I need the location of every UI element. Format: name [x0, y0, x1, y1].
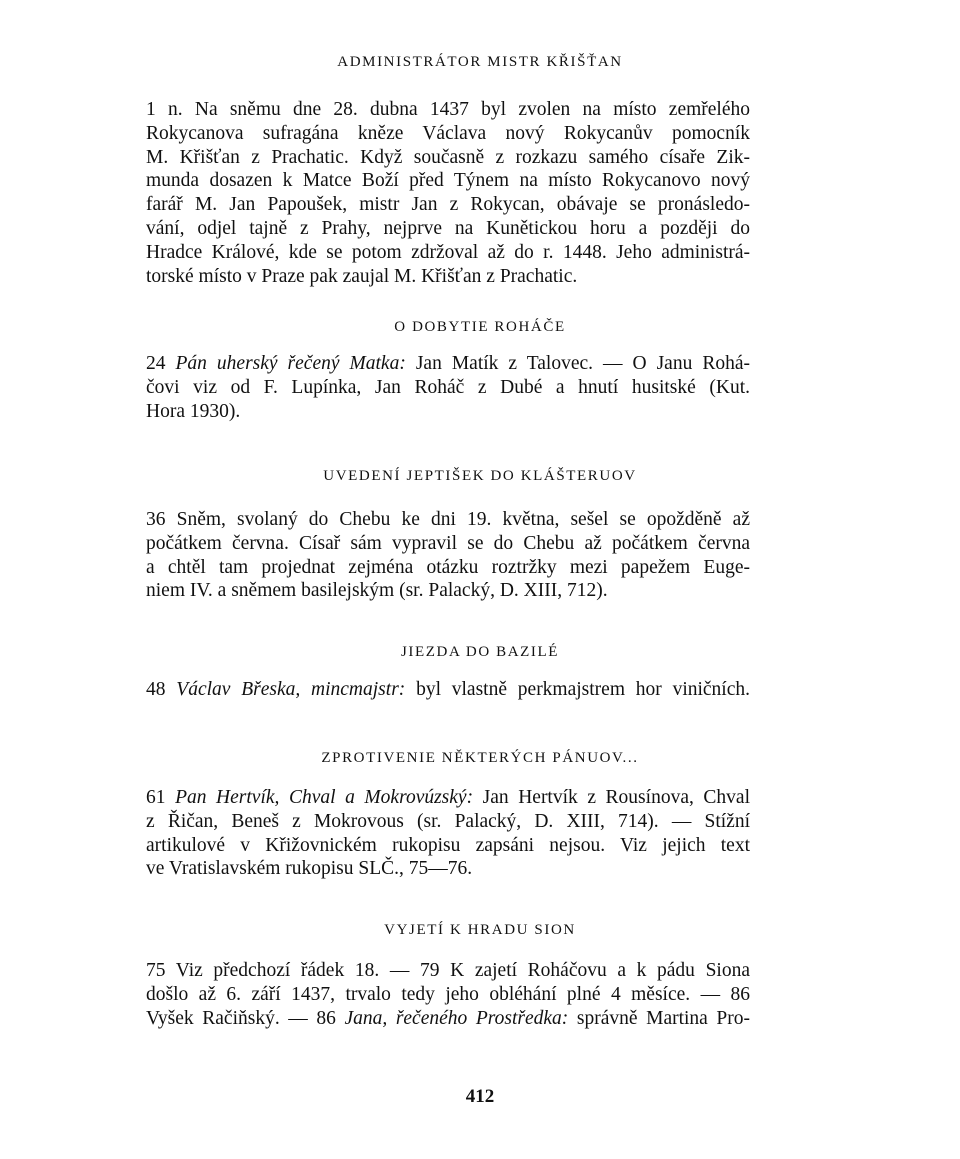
text-line: Rokycanova sufragána kněze Václava nový Rokycanův pomocník [146, 122, 750, 144]
lemma: Václav Břeska, mincmajstr: [176, 679, 406, 700]
section-heading: O DOBYTIE ROHÁČE [394, 319, 566, 335]
note-paragraph [146, 678, 750, 702]
line-text: správně Martina Pro- [568, 1007, 750, 1029]
line-number: 48 [146, 679, 177, 700]
section-heading: JIEZDA DO BAZILÉ [400, 644, 560, 660]
text-line [146, 352, 750, 376]
text-line [146, 786, 750, 810]
text-line: artikulové v Křižovnickém rukopisu zapsáni nejsou. Viz jejich text [146, 834, 750, 856]
text-line: 36 Sněm, svolaný do Chebu ke dni 19. května, sešel se opožděně až [146, 509, 750, 530]
text-line: z Řičan, Beneš z Mokrovous (sr. Palacký, D. XIII, 714). — Stížní [146, 810, 750, 832]
section-heading: ZPROTIVENIE NĚKTERÝCH PÁNUOV... [321, 750, 639, 766]
text-line: vání, odjel tajně z Prahy, nejprve na Kunětickou horu a později do [146, 217, 750, 239]
lemma: Pan Hertvík, Chval a Mokrovúzský: [175, 787, 474, 808]
text-line [146, 678, 750, 702]
text-line [146, 1007, 750, 1031]
note-paragraph [146, 786, 750, 881]
line-text: Jan Hertvík z Rousínova, Chval [473, 787, 750, 808]
lemma: Pán uherský řečený Matka: [175, 353, 406, 374]
section-heading: UVEDENÍ JEPTIŠEK DO KLÁŠTERUOV [323, 468, 637, 484]
text-line: 75 Viz předchozí řádek 18. — 79 K zajetí Roháčovu a k pádu Siona [146, 960, 750, 981]
text-line: došlo až 6. září 1437, trvalo tedy jeho obléhání plné 4 měsíce. — 86 [146, 983, 750, 1005]
text-line: ve Vratislavském rukopisu SLČ., 75—76. [146, 858, 473, 880]
text-line: niem IV. a sněmem basilejským (sr. Palacký, D. XIII, 712). [146, 580, 608, 602]
lemma: Jana, řečeného Prostředka: [344, 1007, 569, 1029]
text-line: Hradce Králové, kde se potom zdržoval až do r. 1448. Jeho administrá- [146, 241, 750, 263]
text-line: torské místo v Praze pak zaujal M. Křišťan z Prachatic. [146, 265, 578, 287]
page-number: 412 [465, 1086, 495, 1107]
note-paragraph [146, 352, 750, 423]
note-paragraph [146, 959, 750, 1030]
line-number: 24 [146, 353, 176, 374]
text-line: počátkem června. Císař sám vypravil se do Chebu až počátkem června [146, 532, 750, 554]
text-line: čovi viz od F. Lupínka, Jan Roháč z Dubé a hnutí husitské (Kut. [146, 376, 750, 398]
text-line: M. Křišťan z Prachatic. Když současně z rozkazu samého císaře Zik- [146, 146, 750, 168]
text-line: farář M. Jan Papoušek, mistr Jan z Rokycan, obávaje se pronásledo- [146, 194, 750, 216]
line-text: Jan Matík z Talovec. — O Janu Rohá- [405, 353, 750, 374]
line-text: byl vlastně perkmajstrem hor viničních. [405, 679, 751, 700]
running-head: ADMINISTRÁTOR MISTR KŘIŠŤAN [337, 54, 623, 70]
text-line: 1 n. Na sněmu dne 28. dubna 1437 byl zvolen na místo zemřelého [146, 99, 750, 120]
line-number: 61 [146, 787, 176, 808]
text-line: munda dosazen k Matce Boží před Týnem na místo Rokycanovo nový [146, 170, 750, 192]
text-line: Hora 1930). [146, 400, 241, 422]
note-paragraph-intro [146, 98, 750, 288]
line-prefix: Vyšek Račiňský. — 86 [146, 1007, 345, 1029]
text-line: a chtěl tam projednat zejména otázku roztržky mezi papežem Euge- [146, 556, 750, 578]
section-heading: VYJETÍ K HRADU SION [384, 922, 576, 938]
note-paragraph [146, 508, 750, 603]
